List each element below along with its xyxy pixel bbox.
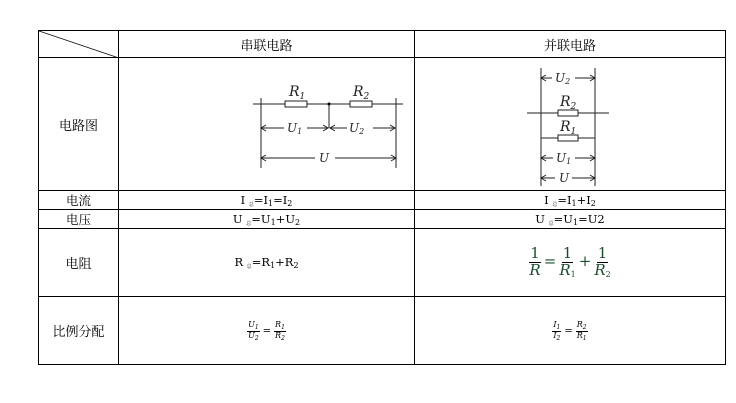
ratio-row bbox=[39, 297, 726, 365]
series-resistance-formula: R 总$=R_1+R_2$ bbox=[119, 229, 415, 297]
parallel-r1-label: $R_1$ bbox=[560, 119, 577, 137]
resistance-row bbox=[39, 229, 726, 297]
parallel-ratio-formula: $\frac{I_1}{I_2}$ = $\frac{R_2}{R_1}$ bbox=[415, 297, 726, 365]
parallel-voltage-formula: U 总$=U_1=U2$ bbox=[415, 210, 726, 229]
series-r1-label: $R_1$ bbox=[289, 84, 306, 102]
ratio-row-label: 比例分配 bbox=[39, 297, 119, 365]
parallel-u2-label: U2 bbox=[555, 71, 571, 86]
reciprocal-r2-fraction: $\frac{1}{R_2}$ bbox=[594, 243, 611, 279]
series-voltage-formula: U 总$=U_1+U_2$ bbox=[119, 210, 415, 229]
series-circuit-diagram bbox=[119, 58, 415, 191]
parallel-r2-label: $R_2$ bbox=[560, 94, 577, 112]
current-ratio-fraction: $\frac{I_1}{I_2}$ bbox=[553, 319, 561, 343]
corner-cell bbox=[39, 31, 119, 58]
current-row bbox=[39, 191, 726, 210]
parallel-current-formula: I 总$=I_1+I_2$ bbox=[415, 191, 726, 210]
series-column-header: 串联电路 bbox=[119, 31, 415, 58]
inverse-resistance-ratio-fraction: $\frac{R_2}{R_1}$ bbox=[576, 319, 587, 343]
junction-dot bbox=[328, 103, 331, 106]
series-r2-label: $R_2$ bbox=[353, 84, 370, 102]
voltage-row-label: 电压 bbox=[39, 210, 119, 229]
voltage-row bbox=[39, 210, 726, 229]
parallel-column-header: 并联电路 bbox=[415, 31, 726, 58]
header-row bbox=[39, 31, 726, 58]
resistance-ratio-fraction: $\frac{R_1}{R_2}$ bbox=[275, 319, 285, 343]
resistance-row-label: 电阻 bbox=[39, 229, 119, 297]
voltage-ratio-fraction: $\frac{U_1}{U_2}$ bbox=[248, 319, 259, 343]
series-ratio-formula: $\frac{U_1}{U_2}$ = $\frac{R_1}{R_2}$ bbox=[119, 297, 415, 365]
diagram-row-label: 电路图 bbox=[39, 58, 119, 191]
current-row-label: 电流 bbox=[39, 191, 119, 210]
reciprocal-total-fraction: $\frac{1}{R}$ bbox=[529, 244, 541, 279]
circuit-comparison-table bbox=[38, 30, 726, 365]
diagonal-divider bbox=[39, 31, 119, 58]
series-u-label: U bbox=[319, 151, 330, 165]
series-u2-label: U2 bbox=[349, 121, 365, 136]
parallel-u1-label: U1 bbox=[556, 151, 572, 166]
parallel-resistance-formula: $\frac{1}{R}$ = $\frac{1}{R_1}$ + $\frac{1}{R_2}$ bbox=[415, 229, 726, 297]
series-u1-label: U1 bbox=[287, 121, 303, 136]
diagram-row bbox=[39, 58, 726, 191]
parallel-u-label: U bbox=[559, 171, 570, 185]
parallel-circuit-diagram-cell bbox=[415, 58, 726, 191]
series-current-formula: I 总$=I_1=I_2$ bbox=[119, 191, 415, 210]
parallel-circuit-diagram bbox=[415, 58, 726, 191]
series-circuit-diagram-cell bbox=[119, 58, 415, 191]
reciprocal-r1-fraction: $\frac{1}{R_1}$ bbox=[559, 243, 576, 279]
